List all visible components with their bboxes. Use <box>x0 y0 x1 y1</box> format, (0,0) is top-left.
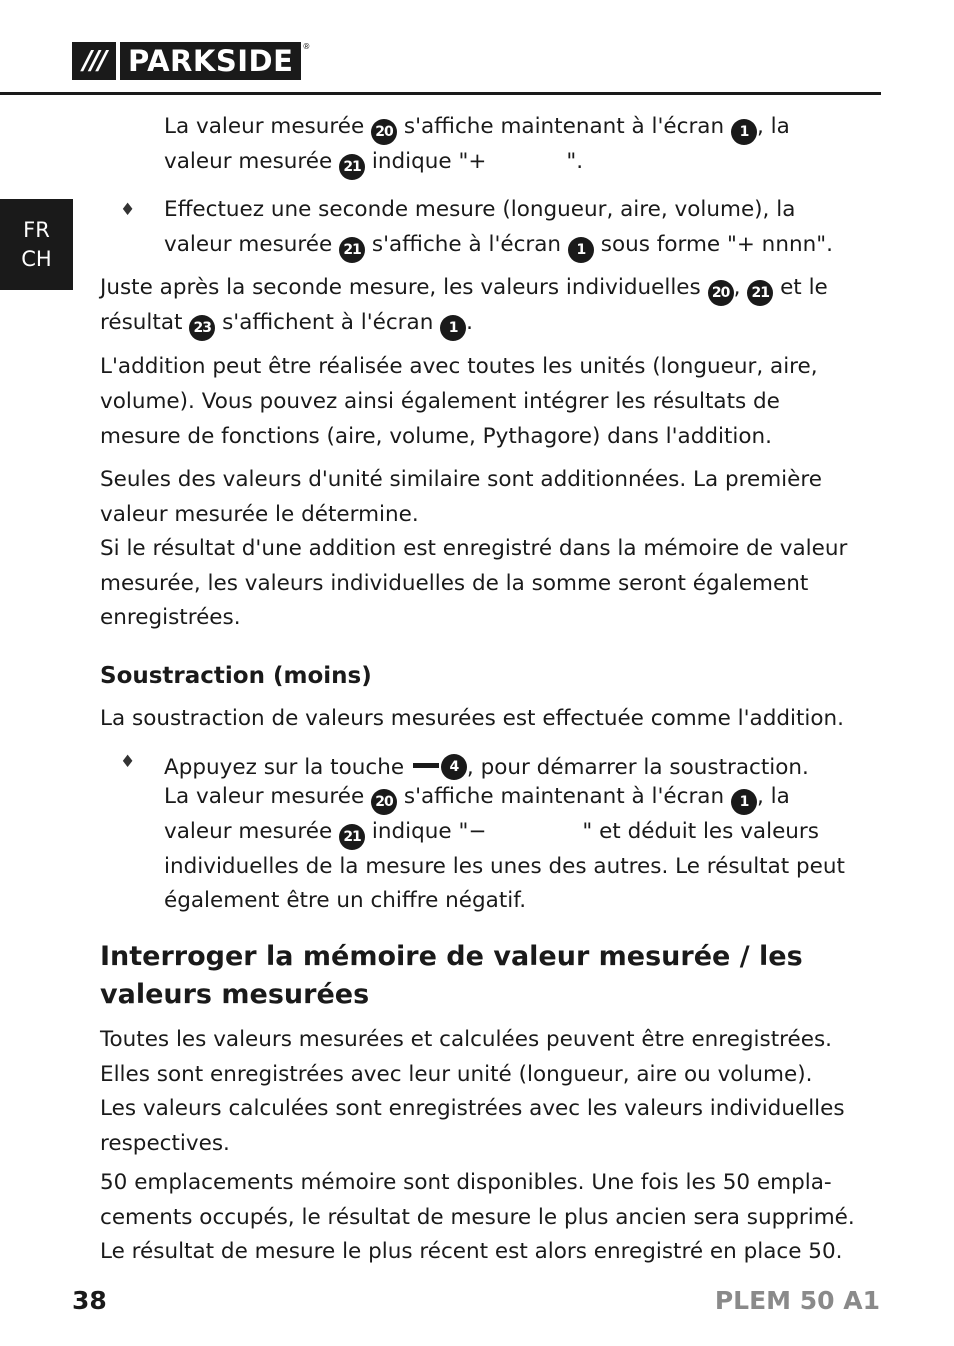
para4-line2: valeur mesurée le détermine. <box>100 502 419 527</box>
para6-line2: Elles sont enregistrées avec leur unité (longueur, aire ou volume). <box>100 1062 813 1087</box>
bullet2-line3: valeur mesurée 21 indique "− " et déduit les valeurs <box>164 815 819 850</box>
bullet1-line1: Effectuez une seconde mesure (longueur, aire, volume), la <box>164 197 796 222</box>
header-rule <box>0 92 881 95</box>
marker-20: 20 <box>708 280 734 306</box>
model-name: PLEM 50 A1 <box>714 1286 880 1315</box>
marker-1: 1 <box>440 315 466 341</box>
lang-fr: FR <box>23 218 50 242</box>
para6-line3: Les valeurs calculées sont enregistrées avec les valeurs individuelles <box>100 1096 845 1121</box>
para4-line1: Seules des valeurs d'unité similaire sont additionnées. La première <box>100 467 822 492</box>
language-tab <box>0 199 73 290</box>
bullet1-line2: valeur mesurée 21 s'affiche à l'écran 1 sous forme "+ nnnn". <box>164 228 833 263</box>
para2-line1: Juste après la seconde mesure, les valeurs individuelles 20 , 21 et le <box>100 271 828 306</box>
bullet2-line4: individuelles de la mesure les unes des autres. Le résultat peut <box>164 854 845 879</box>
para1-line2: valeur mesurée 21 indique "+ ". <box>164 145 583 180</box>
para3-line1: L'addition peut être réalisée avec toutes les unités (longueur, aire, <box>100 354 818 379</box>
para4-line5: enregistrées. <box>100 605 241 630</box>
bullet-diamond: ♦ <box>120 200 136 220</box>
marker-23: 23 <box>189 315 215 341</box>
heading-soustraction: Soustraction (moins) <box>100 663 372 689</box>
heading-memoire-line1: Interroger la mémoire de valeur mesurée / les <box>100 941 803 972</box>
page-number: 38 <box>72 1286 107 1315</box>
para3-line2: volume). Vous pouvez ainsi également intégrer les résultats de <box>100 389 780 414</box>
marker-20: 20 <box>371 119 397 145</box>
bullet2-line1: Appuyez sur la touche 4 , pour démarrer la soustraction. <box>164 755 809 780</box>
para4-line4: mesurée, les valeurs individuelles de la somme seront également <box>100 571 809 596</box>
marker-20: 20 <box>371 789 397 815</box>
logo-wordmark: PARKSIDE <box>120 42 301 80</box>
bullet2-line2: La valeur mesurée 20 s'affiche maintenant à l'écran 1 , la <box>164 780 790 815</box>
marker-1: 1 <box>731 789 757 815</box>
bullet-diamond: ♦ <box>120 752 136 772</box>
marker-21: 21 <box>339 824 365 850</box>
marker-4: 4 <box>441 754 467 780</box>
marker-21: 21 <box>339 237 365 263</box>
parkside-logo <box>72 42 310 80</box>
para6-line4: respectives. <box>100 1131 230 1156</box>
para1-line1: La valeur mesurée 20 s'affiche maintenant à l'écran 1 , la <box>164 110 790 145</box>
para4-line3: Si le résultat d'une addition est enregistré dans la mémoire de valeur <box>100 536 848 561</box>
marker-21: 21 <box>339 154 365 180</box>
para7-line1: 50 emplacements mémoire sont disponibles. Une fois les 50 empla- <box>100 1170 832 1195</box>
para7-line3: Le résultat de mesure le plus récent est alors enregistré en place 50. <box>100 1239 843 1264</box>
para7-line2: cements occupés, le résultat de mesure le plus ancien sera supprimé. <box>100 1205 855 1230</box>
minus-key-icon <box>413 763 439 768</box>
lang-ch: CH <box>21 247 52 271</box>
para3-line3: mesure de fonctions (aire, volume, Pythagore) dans l'addition. <box>100 424 773 449</box>
bullet2-line5: également être un chiffre négatif. <box>164 888 527 913</box>
marker-1: 1 <box>568 237 594 263</box>
para2-line2: résultat 23 s'affichent à l'écran 1 . <box>100 306 473 341</box>
heading-memoire-line2: valeurs mesurées <box>100 979 370 1010</box>
logo-registered-mark: ® <box>302 42 311 51</box>
logo-slashes: /// <box>72 42 116 80</box>
para6-line1: Toutes les valeurs mesurées et calculées peuvent être enregistrées. <box>100 1027 833 1052</box>
para5: La soustraction de valeurs mesurées est effectuée comme l'addition. <box>100 706 845 731</box>
marker-1: 1 <box>731 119 757 145</box>
marker-21: 21 <box>747 280 773 306</box>
